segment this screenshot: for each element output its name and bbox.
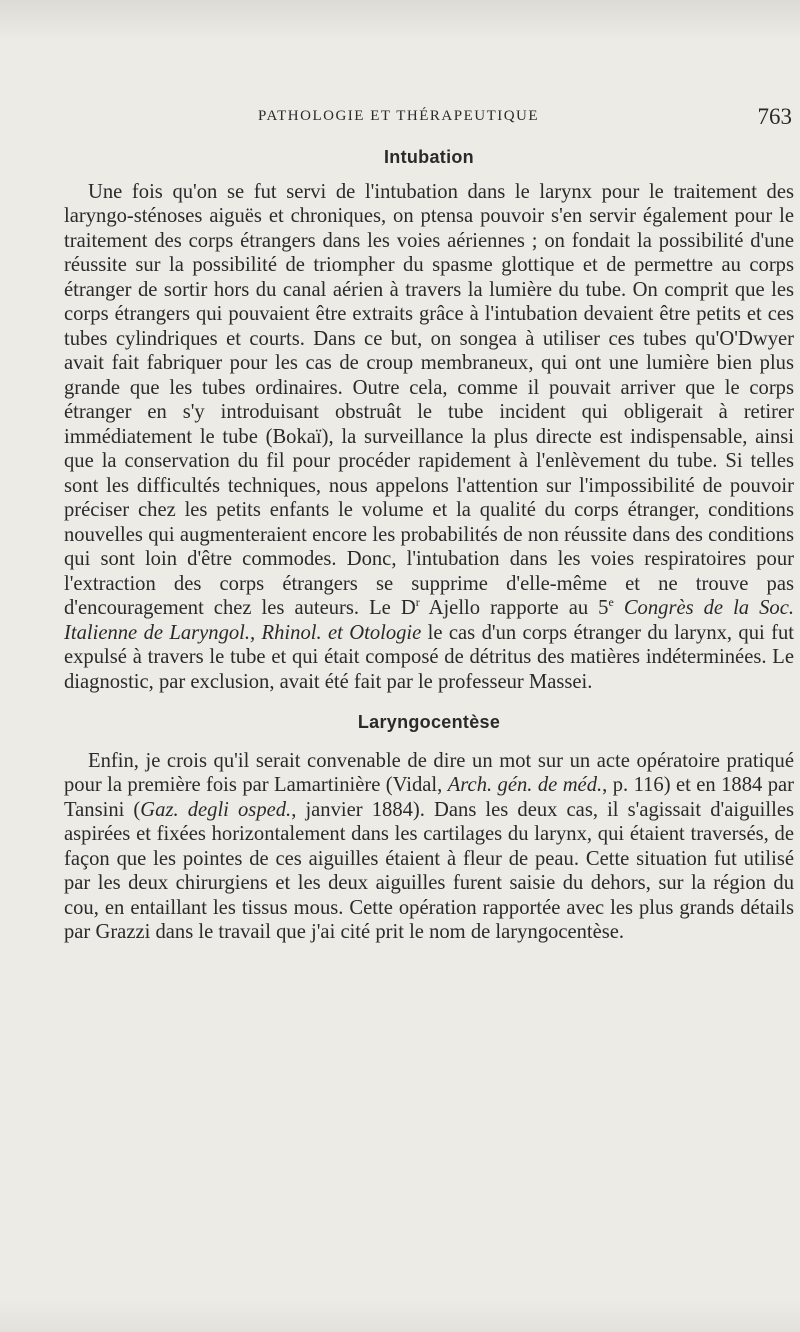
page-number: 763 [757,104,792,129]
paragraph-intubation: Une fois qu'on se fut servi de l'intubation dans le larynx pour le traitement des laryngo-sténoses aiguës et chroniques, on ptensa pouvoir s'en servir également pour le traitement des corps étrangers dans les voies aériennes ; on fondait la possibilité d'une réussite sur la possibilité de triompher du spasme glottique et de permettre au corps étranger de sortir hors du canal aérien à travers la lumière du tube. On comprit que les corps étrangers qui pouvaient être extraits grâce à l'intubation devaient être petits et ces tubes cylindriques et courts. Dans ce but, on songea à utiliser ces tubes qu'O'Dwyer avait fait fabriquer pour les cas de croup membraneux, qui ont une lumière bien plus grande que les tubes ordinaires. Outre cela, comme il pouvait arriver que le corps étranger en s'y introduisant obstruât le tube incident qui obligerait à retirer immédiatement le tube (Bokaï), la surveillance la plus directe est indispensable, ainsi que la conservation du fil pour procéder rapidement à l'enlèvement du tube. Si telles sont les difficultés techniques, nous appelons l'attention sur l'impossibilité de pouvoir préciser chez les petits enfants le volume et la qualité du corps étranger, conditions nouvelles qui augmenteraient encore les probabilités de non réussite dans des conditions qui sont loin d'être commodes. Donc, l'intubation dans les voies respiratoires pour l'extraction des corps étrangers se supprime d'elle-même et ne trouve pas d'encouragement chez les auteurs. Le $D^r$ Ajello rapporte au 5e Congrès de la Soc. Italienne de Laryngol., Rhinol. et Otologie le cas d'un corps étranger du larynx, qui fut expulsé à travers le tube et qui était composé de détritus des matières indéterminées. Le diagnostic, par exclusion, avait été fait par le professeur Massei. [64,180,795,693]
body-text [64,145,794,945]
running-title: PATHOLOGIE ET THÉRAPEUTIQUE [258,108,540,124]
page-header [64,104,796,138]
section-title-laryngocentese: Laryngocentèse [357,712,501,732]
paragraph-laryngocentese: Enfin, je crois qu'il serait convenable de dire un mot sur un acte opératoire pratiqué pour la première fois par Lamartinière (Vidal, Arch. gén. de méd., p. 116) et en 1884 par Tansini (Gaz. degli osped., janvier 1884). Dans les deux cas, il s'agissait d'aiguilles aspirées et fixées horizontalement dans les cartilages du larynx, qui étaient traversés, de façon que les pointes de ces aiguilles étaient à fleur de peau. Cette situation fut utilisé par les deux chirurgiens et les deux aiguilles furent saisie du dehors, sur la région du cou, en entaillant les tissus mous. Cette opération rapportée avec les plus grands détails par Grazzi dans le travail que j'ai cité prit le nom de laryngocentèse. [64,749,794,943]
section-title-intubation: Intubation [384,147,474,167]
